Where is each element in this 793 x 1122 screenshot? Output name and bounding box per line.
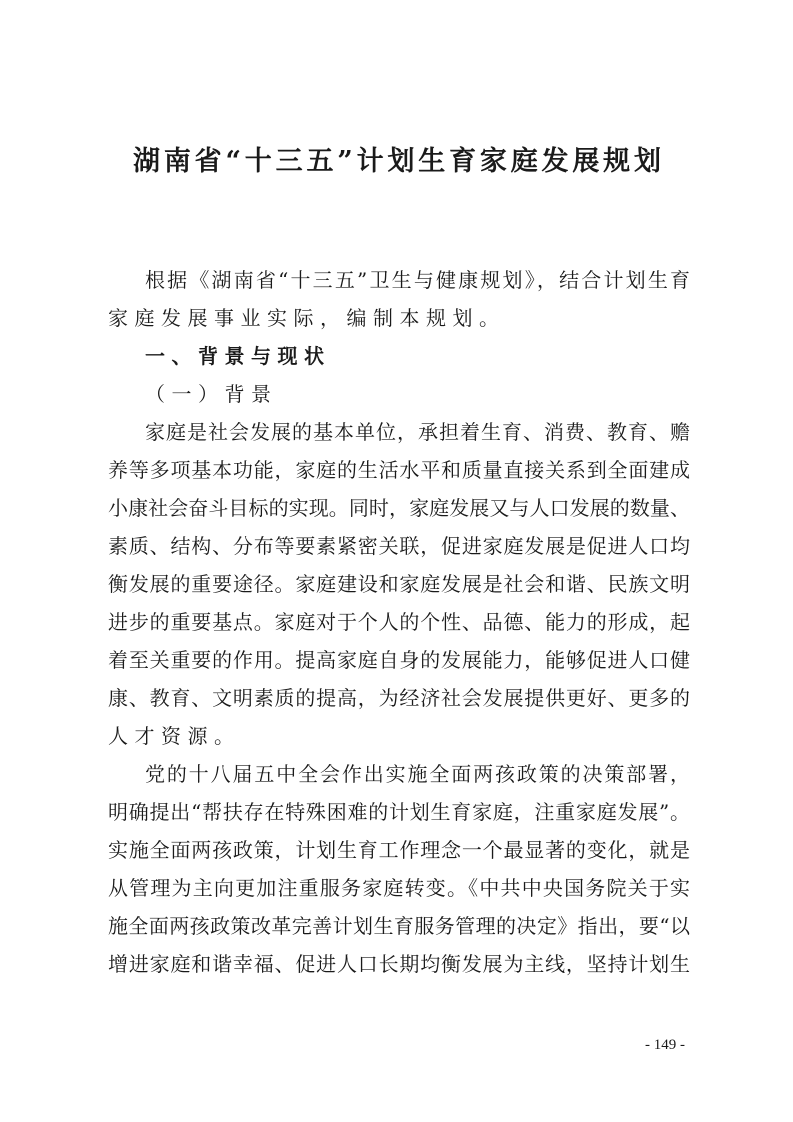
text-line: 明确提出“帮扶存在特殊困难的计划生育家庭，注重家庭发展”。 bbox=[108, 800, 690, 824]
text-line: 着至关重要的作用。提高家庭自身的发展能力，能够促进人口健 bbox=[108, 648, 690, 672]
text-line: 人才资源。 bbox=[108, 724, 241, 748]
text-line: 素质、结构、分布等要素紧密关联，促进家庭发展是促进人口均 bbox=[108, 534, 690, 558]
page-number: - 149 - bbox=[645, 1037, 685, 1053]
text-line: 实施全面两孩政策，计划生育工作理念一个最显著的变化，就是 bbox=[108, 838, 690, 862]
document-title: 湖南省“十三五”计划生育家庭发展规划 bbox=[133, 146, 661, 177]
text-line: 从管理为主向更加注重服务家庭转变。《中共中央国务院关于实 bbox=[108, 876, 690, 900]
section-heading: 一、背景与现状 bbox=[145, 344, 331, 368]
text-line: 康、教育、文明素质的提高，为经济社会发展提供更好、更多的 bbox=[108, 686, 690, 710]
text-line: 家庭是社会发展的基本单位，承担着生育、消费、教育、赡 bbox=[145, 420, 690, 444]
text-line: 增进家庭和谐幸福、促进人口长期均衡发展为主线，坚持计划生 bbox=[108, 952, 690, 976]
text-line: 党的十八届五中全会作出实施全面两孩政策的决策部署， bbox=[145, 762, 690, 786]
text-line: 根据《湖南省“十三五”卫生与健康规划》，结合计划生育 bbox=[145, 268, 690, 292]
text-line: 养等多项基本功能，家庭的生活水平和质量直接关系到全面建成 bbox=[108, 458, 690, 482]
text-line: （一）背景 bbox=[145, 382, 278, 406]
text-line: 家庭发展事业实际，编制本规划。 bbox=[108, 306, 506, 330]
text-line: 进步的重要基点。家庭对于个人的个性、品德、能力的形成，起 bbox=[108, 610, 690, 634]
text-line: 施全面两孩政策改革完善计划生育服务管理的决定》指出，要“以 bbox=[108, 914, 690, 938]
text-line: 小康社会奋斗目标的实现。同时，家庭发展又与人口发展的数量、 bbox=[108, 496, 690, 520]
text-line: 衡发展的重要途径。家庭建设和家庭发展是社会和谐、民族文明 bbox=[108, 572, 690, 596]
